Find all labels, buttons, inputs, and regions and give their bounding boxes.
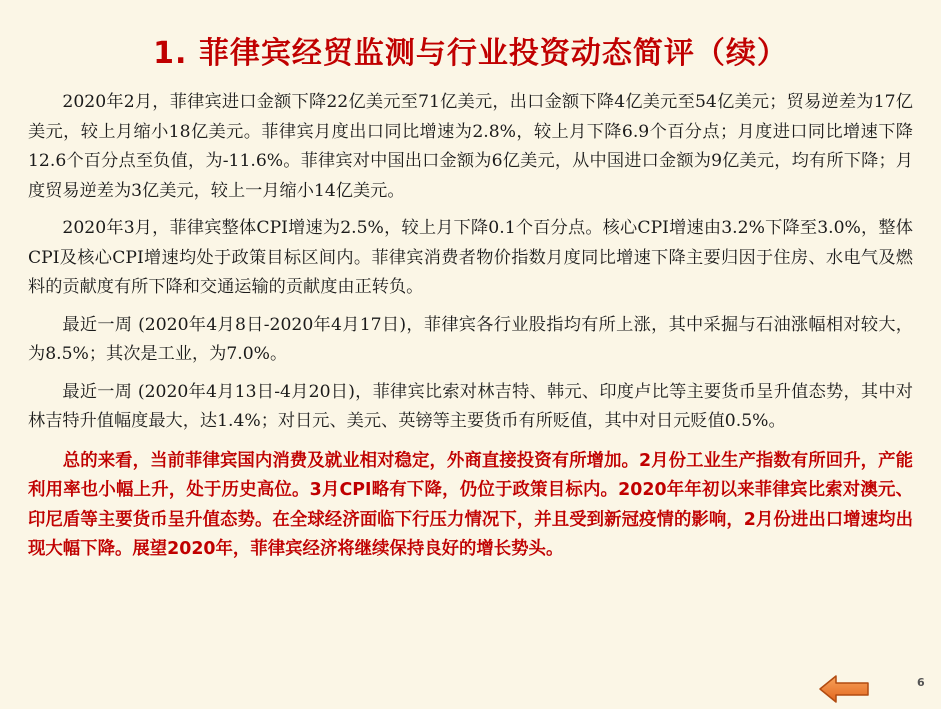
paragraph-summary: 总的来看，当前菲律宾国内消费及就业相对稳定，外商直接投资有所增加。2月份工业生产指数有所回升，产能利用率也小幅上升，处于历史高位。3月CPI略有下降，仍位于政策目标内。2020年年初以来菲律宾比索对澳元、印尼盾等主要货币呈升值态势。在全球经济面临下行压力情况下，并且受到新冠疫情的影响，2月份进出口增速均出现大幅下降。展望2020年，菲律宾经济将继续保持良好的增长势头。 <box>28 450 913 559</box>
paragraph-stock-index: 最近一周 (2020年4月8日-2020年4月17日)，菲律宾各行业股指均有所上涨，其中采掘与石油涨幅相对较大，为8.5%；其次是工业，为7.0%。 <box>28 314 913 364</box>
paragraph-currency: 最近一周 (2020年4月13日-4月20日)，菲律宾比索对林吉特、韩元、印度卢比等主要货币呈升值态势，其中对林吉特升值幅度最大，达1.4%；对日元、美元、英镑等主要货币有所贬值，其中对日元贬值0.5%。 <box>28 381 913 431</box>
slide-content <box>28 88 913 573</box>
paragraph-trade: 2020年2月，菲律宾进口金额下降22亿美元至71亿美元，出口金额下降4亿美元至54亿美元；贸易逆差为17亿美元，较上月缩小18亿美元。菲律宾月度出口同比增速为2.8%，较上月下降6.9个百分点；月度进口同比增速下降12.6个百分点至负值，为-11.6%。菲律宾对中国出口金额为6亿美元，从中国进口金额为9亿美元，均有所下降；月度贸易逆差为3亿美元，较上一月缩小14亿美元。 <box>28 92 913 201</box>
slide-title: 1. 菲律宾经贸监测与行业投资动态简评（续） <box>153 36 788 71</box>
left-arrow-icon <box>818 673 870 705</box>
back-button[interactable] <box>818 673 870 705</box>
paragraph-cpi: 2020年3月，菲律宾整体CPI增速为2.5%，较上月下降0.1个百分点。核心CPI增速由3.2%下降至3.0%，整体CPI及核心CPI增速均处于政策目标区间内。菲律宾消费者物价指数月度同比增速下降主要归因于住房、水电气及燃料的贡献度有所下降和交通运输的贡献度由正转负。 <box>28 218 913 297</box>
page-number: 6 <box>917 676 925 689</box>
